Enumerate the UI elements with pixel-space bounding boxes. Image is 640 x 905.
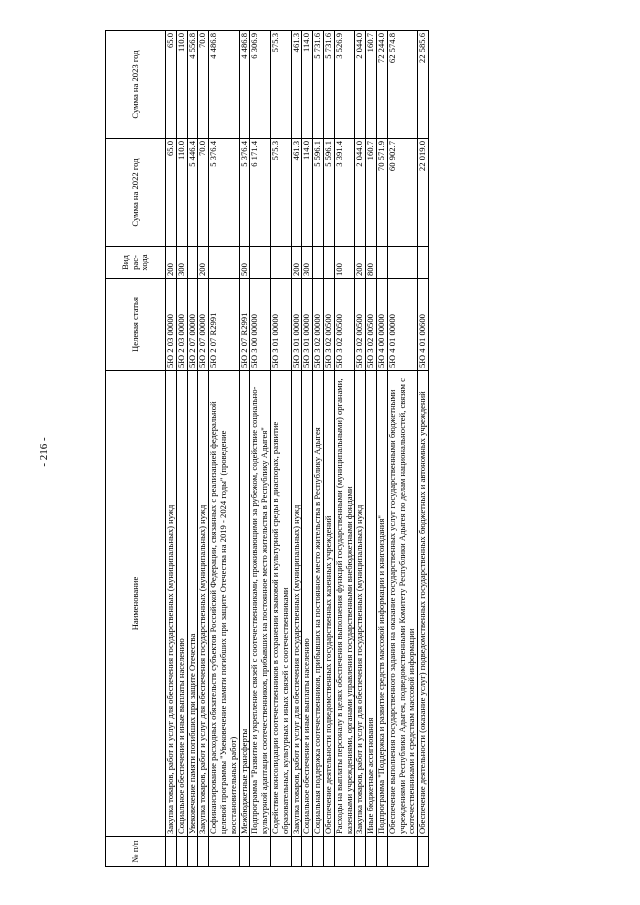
cell-sum-2022: 2 044.0 xyxy=(355,139,366,247)
cell-code: 5Ю 3 01 00000 xyxy=(291,279,302,371)
cell-type: 200 xyxy=(198,247,209,279)
cell-type: 300 xyxy=(176,247,187,279)
cell-name: Иные бюджетные ассигнования xyxy=(366,371,377,837)
cell-type: 200 xyxy=(355,247,366,279)
cell-sum-2023: 5 731.6 xyxy=(313,31,324,139)
table-row xyxy=(176,31,187,867)
cell-sum-2023: 62 574.8 xyxy=(387,31,417,139)
cell-num xyxy=(187,837,198,867)
table-row xyxy=(187,31,198,867)
cell-num xyxy=(355,837,366,867)
table-row xyxy=(166,31,177,867)
cell-sum-2023: 65.0 xyxy=(166,31,177,139)
cell-sum-2023: 4 556.8 xyxy=(187,31,198,139)
table-row xyxy=(323,31,334,867)
cell-sum-2022: 110.0 xyxy=(176,139,187,247)
cell-type: 500 xyxy=(239,247,250,279)
table-row xyxy=(387,31,417,867)
cell-code: 5Ю 3 01 00000 xyxy=(302,279,313,371)
cell-name: Софинансирование расходных обязательств субъектов Российской Федерации, связанных с реализацией федеральной целевой программы "Увековечение памяти погибших при защите Отечества на 2019 - 2024 годы" (проведение восстановительных работ) xyxy=(209,371,239,837)
cell-type xyxy=(387,247,417,279)
cell-sum-2022: 5 596.1 xyxy=(323,139,334,247)
cell-sum-2022: 70.0 xyxy=(198,139,209,247)
cell-sum-2023: 461.3 xyxy=(291,31,302,139)
cell-code: 5Ю 2 07 R2991 xyxy=(239,279,250,371)
header-row xyxy=(106,31,166,867)
table-row xyxy=(270,31,291,867)
cell-num xyxy=(313,837,324,867)
cell-num xyxy=(166,837,177,867)
cell-type xyxy=(209,247,239,279)
cell-name: Обеспечение выполнения государственного задания на оказание государственных услуг государственными бюджетными учреждениями Республики Адыгея, подведомственными Комитету Республики Адыгея по делам национальностей, связям с соотечественниками и средствам массовой информации xyxy=(387,371,417,837)
cell-name: Подпрограмма "Поддержка и развитие средств массовой информации и книгоиздания" xyxy=(376,371,387,837)
cell-sum-2022: 70 571.9 xyxy=(376,139,387,247)
cell-name: Увековечение памяти погибших при защите Отечества xyxy=(187,371,198,837)
cell-type xyxy=(323,247,334,279)
table-row xyxy=(418,31,429,867)
cell-code: 5Ю 3 02 00500 xyxy=(323,279,334,371)
cell-type xyxy=(313,247,324,279)
header-2022: Сумма на 2022 год xyxy=(106,139,166,247)
header-2023: Сумма на 2023 год xyxy=(106,31,166,139)
table-row xyxy=(291,31,302,867)
cell-sum-2023: 5 731.6 xyxy=(323,31,334,139)
table-row xyxy=(313,31,324,867)
cell-name: Межбюджетные трансферты xyxy=(239,371,250,837)
cell-num xyxy=(270,837,291,867)
cell-type: 200 xyxy=(291,247,302,279)
cell-code: 5Ю 3 02 00500 xyxy=(334,279,355,371)
table-row xyxy=(376,31,387,867)
budget-table xyxy=(105,30,429,867)
cell-sum-2022: 6 171.4 xyxy=(250,139,271,247)
cell-name: Социальное обеспечение и иные выплаты населению xyxy=(302,371,313,837)
cell-type: 800 xyxy=(366,247,377,279)
cell-code: 5Ю 2 07 R2991 xyxy=(209,279,239,371)
cell-num xyxy=(291,837,302,867)
cell-num xyxy=(250,837,271,867)
cell-code: 5Ю 2 07 00000 xyxy=(187,279,198,371)
cell-code: 5Ю 3 02 00500 xyxy=(355,279,366,371)
table-row xyxy=(239,31,250,867)
cell-code: 5Ю 2 03 00000 xyxy=(176,279,187,371)
cell-name: Закупка товаров, работ и услуг для обеспечения государственных (муниципальных) нужд xyxy=(198,371,209,837)
cell-sum-2023: 3 526.9 xyxy=(334,31,355,139)
cell-sum-2022: 461.3 xyxy=(291,139,302,247)
cell-sum-2022: 5 446.4 xyxy=(187,139,198,247)
cell-num xyxy=(302,837,313,867)
cell-code: 5Ю 3 02 00500 xyxy=(366,279,377,371)
cell-type xyxy=(418,247,429,279)
cell-name: Обеспечение деятельности подведомственных государственных казенных учреждений xyxy=(323,371,334,837)
cell-num xyxy=(323,837,334,867)
cell-type: 300 xyxy=(302,247,313,279)
table-row xyxy=(355,31,366,867)
cell-num xyxy=(198,837,209,867)
page-number: - 216 - xyxy=(38,437,50,467)
cell-sum-2022: 5 376.4 xyxy=(239,139,250,247)
cell-name: Содействие консолидации соотечественников в сохранении языковой и культурной среды в диаспорах, развитие образовательных, культурных и иных связей с соотечественниками xyxy=(270,371,291,837)
cell-name: Закупка товаров, работ и услуг для обеспечения государственных (муниципальных) нужд xyxy=(291,371,302,837)
cell-sum-2023: 6 306.9 xyxy=(250,31,271,139)
cell-code: 5Ю 2 07 00000 xyxy=(198,279,209,371)
cell-code: 5Ю 4 01 00600 xyxy=(418,279,429,371)
cell-type xyxy=(250,247,271,279)
cell-name: Закупка товаров, работ и услуг для обеспечения государственных (муниципальных) нужд xyxy=(355,371,366,837)
cell-num xyxy=(366,837,377,867)
cell-num xyxy=(376,837,387,867)
cell-num xyxy=(418,837,429,867)
table-row xyxy=(250,31,271,867)
cell-code: 5Ю 3 02 00000 xyxy=(313,279,324,371)
cell-num xyxy=(176,837,187,867)
cell-sum-2022: 3 391.4 xyxy=(334,139,355,247)
table-row xyxy=(302,31,313,867)
table-row xyxy=(209,31,239,867)
cell-sum-2023: 160.7 xyxy=(366,31,377,139)
cell-sum-2023: 575.3 xyxy=(270,31,291,139)
cell-sum-2023: 22 585.6 xyxy=(418,31,429,139)
table-row xyxy=(198,31,209,867)
cell-sum-2023: 114.0 xyxy=(302,31,313,139)
cell-code: 5Ю 4 01 00000 xyxy=(387,279,417,371)
header-code: Целевая статья xyxy=(106,279,166,371)
header-name: Наименование xyxy=(106,371,166,837)
cell-sum-2022: 22 019.0 xyxy=(418,139,429,247)
cell-name: Социальная поддержка соотечественников, прибывших на постоянное место жительства в Республику Адыгея xyxy=(313,371,324,837)
cell-type xyxy=(187,247,198,279)
cell-name: Закупка товаров, работ и услуг для обеспечения государственных (муниципальных) нужд xyxy=(166,371,177,837)
cell-num xyxy=(334,837,355,867)
table-body xyxy=(166,31,429,867)
cell-code: 5Ю 3 01 00000 xyxy=(270,279,291,371)
cell-sum-2023: 70.0 xyxy=(198,31,209,139)
cell-sum-2022: 60 902.7 xyxy=(387,139,417,247)
cell-name: Социальное обеспечение и иные выплаты населению xyxy=(176,371,187,837)
cell-sum-2022: 160.7 xyxy=(366,139,377,247)
cell-name: Расходы на выплаты персоналу в целях обеспечения выполнения функций государственными (муниципальными) органами, казенными учреждениями, органами управления государственными внебюджетными фондами xyxy=(334,371,355,837)
cell-code: 5Ю 4 00 00000 xyxy=(376,279,387,371)
cell-sum-2022: 114.0 xyxy=(302,139,313,247)
cell-type: 100 xyxy=(334,247,355,279)
cell-type xyxy=(270,247,291,279)
cell-type xyxy=(376,247,387,279)
cell-name: Обеспечение деятельности (оказание услуг) подведомственных государственных бюджетных и автономных учреждений xyxy=(418,371,429,837)
cell-sum-2023: 2 044.0 xyxy=(355,31,366,139)
cell-code: 5Ю 3 00 00000 xyxy=(250,279,271,371)
rotated-table-wrapper xyxy=(105,31,565,867)
cell-sum-2023: 4 486.8 xyxy=(239,31,250,139)
cell-sum-2022: 575.3 xyxy=(270,139,291,247)
cell-num xyxy=(387,837,417,867)
cell-sum-2023: 110.0 xyxy=(176,31,187,139)
header-type: Вид рас- хода xyxy=(106,247,166,279)
cell-sum-2023: 72 244.0 xyxy=(376,31,387,139)
cell-sum-2022: 65.0 xyxy=(166,139,177,247)
cell-sum-2022: 5 596.1 xyxy=(313,139,324,247)
cell-type: 200 xyxy=(166,247,177,279)
table-row xyxy=(366,31,377,867)
header-num: № п/п xyxy=(106,837,166,867)
cell-num xyxy=(209,837,239,867)
cell-name: Подпрограмма "Развитие и укрепление связей с соотечественниками, проживающими за рубежом, содействие социально-культурной адаптации соотечественников, прибывших на постоянное место жительства в Республику Адыгея" xyxy=(250,371,271,837)
cell-code: 5Ю 2 03 00000 xyxy=(166,279,177,371)
cell-sum-2023: 4 486.8 xyxy=(209,31,239,139)
table-row xyxy=(334,31,355,867)
cell-num xyxy=(239,837,250,867)
cell-sum-2022: 5 376.4 xyxy=(209,139,239,247)
